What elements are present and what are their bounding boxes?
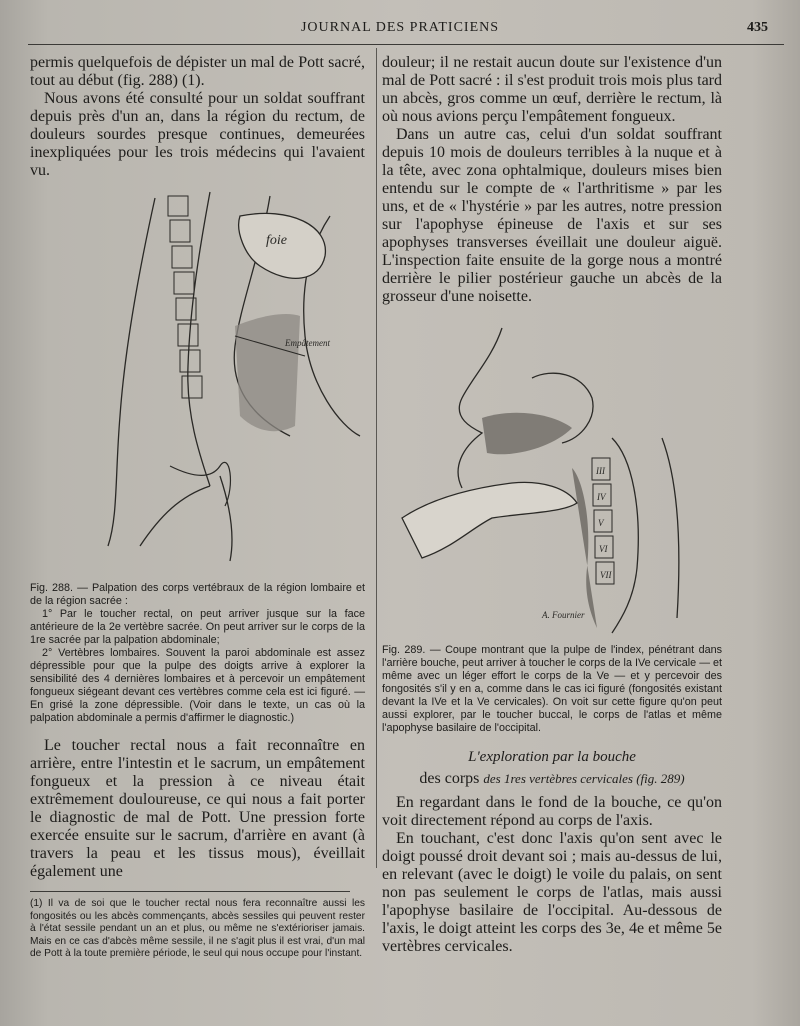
- footnote: (1) Il va de soi que le toucher rectal nous fera reconnaître aussi les fongosités ou les abcès commençants, abcès sessiles qui peuvent rester à l'état sessile pendant un an et plus, ou même ne s'extérioriser jamais. Mais en ce cas d'abcès même sessile, il ne s'agit plus il est vrai, d'un mal de Pott à la toute première période, le seul qui nous occupe pour l'instant.: [30, 898, 365, 960]
- right-paragraph-3: En regardant dans le fond de la bouche, ce qu'on voit directement répond au corps de l'axis.: [382, 794, 722, 829]
- figure-288: [60, 186, 380, 566]
- figure-289-vertebra-label: III: [596, 466, 605, 476]
- left-paragraph-2: Nous avons été consulté pour un soldat souffrant depuis près d'un an, dans la région du rectum, de douleurs sourdes presque continues, demeurées inexpliquées pour les trois médecins qui l'avaient vu.: [30, 90, 365, 179]
- right-paragraph-2: Dans un autre cas, celui d'un soldat souffrant depuis 10 mois de douleurs terribles à la nuque et à la tête, avec zona ophtalmique, douleurs mises bien entendu sur le compte de « l'arthritisme » par les uns, et de « l'hystérie » par les autres, notre pression sur l'apophyse épineuse de l'axis et sur ses apophyses transverses éveillait une douleur aiguë. L'inspection faite ensuite de la gorge nous a montré derrière le pilier postérieur gauche un abcès de la grosseur d'une noisette.: [382, 126, 722, 305]
- figure-289-vertebra-label: VI: [599, 544, 608, 554]
- figure-288-label-foie: foie: [266, 233, 287, 248]
- figure-289-signature: A. Fournier: [542, 610, 585, 620]
- spine-section-illustration: [60, 186, 380, 566]
- right-paragraph-4: En touchant, c'est donc l'axis qu'on sent avec le doigt poussé droit devant soi ; mais au-dessus de lui, en relevant (avec le doigt) le voile du palais, on sent non pas seulement le corps de l'atlas, mais aussi l'apophyse basilaire de l'occipital. Au-dessous de l'axis, le doigt atteint les corps des 3e, 4e et même 5e vertèbres cervicales.: [382, 830, 722, 955]
- head-section-illustration: [392, 318, 712, 638]
- running-title: JOURNAL DES PRATICIENS: [300, 20, 500, 35]
- left-paragraph-3: Le toucher rectal nous a fait reconnaître en arrière, entre l'intestin et le sacrum, un empâtement fongueux et la pression à ce niveau était extrêmement douloureuse, ce qui nous a fait porter le diagnostic de mal de Pott. Une pression forte exercée ensuite sur le sacrum, d'arrière en avant (à travers la peau et les tissus mous), éveillait également une: [30, 737, 365, 880]
- figure-289-vertebra-label: V: [598, 518, 604, 528]
- footnote-rule: [30, 891, 350, 892]
- header-rule: [28, 44, 784, 45]
- figure-288-caption-item-2: 2° Vertèbres lombaires. Souvent la paroi abdominale est assez dépressible pour que la pulpe des doigts arrive à explorer la sensibilité des 4 dernières lombaires et à percevoir un empâtement fongueux siégeant devant ces vertèbres comme cela est ici figuré. — En grisé la zone dépressible. (Voir dans le texte, un cas où la palpation abdominale a permis d'affirmer le diagnostic.): [30, 647, 365, 724]
- section-subtitle: [382, 770, 722, 788]
- section-subtitle-small: des 1res vertèbres cervicales (fig. 289): [483, 771, 685, 786]
- right-paragraph-1: douleur; il ne restait aucun doute sur l'existence d'un mal de Pott sacré : il s'est produit trois mois plus tard un abcès, gros comme un œuf, derrière le rectum, là où nous avions perçu l'empâtement fongueux.: [382, 54, 722, 125]
- section-title: L'exploration par la bouche: [468, 749, 636, 765]
- page-header: [0, 14, 800, 44]
- figure-288-label-empatement: Empâtement: [285, 338, 330, 348]
- figure-289-vertebra-label: IV: [597, 492, 606, 502]
- figure-289: [392, 318, 712, 638]
- left-paragraph-1: permis quelquefois de dépister un mal de Pott sacré, tout au début (fig. 288) (1).: [30, 54, 365, 89]
- figure-288-caption: [30, 582, 365, 725]
- page-number: 435: [747, 20, 768, 35]
- figure-288-caption-lead: Fig. 288. — Palpation des corps vertébraux de la région lombaire et de la région sacrée :: [30, 582, 365, 607]
- figure-289-vertebra-label: VII: [600, 570, 612, 580]
- figure-289-caption: Fig. 289. — Coupe montrant que la pulpe de l'index, pénétrant dans l'arrière bouche, peut arriver à toucher le corps de la IVe cervicale — et même avec un léger effort le corps de la Ve — et y percevoir des fongosités s'il y en a, comme dans le cas ici figuré (fongosités existant devant la IVe et la Ve cervicales). On voit sur cette figure qu'on peut aussi explorer, par le toucher buccal, le corps de l'atlas et même l'apophyse basilaire de l'occipital.: [382, 644, 722, 734]
- section-subtitle-main: des corps: [419, 770, 480, 787]
- figure-288-caption-item-1: 1° Par le toucher rectal, on peut arriver jusque sur la face antérieure de la 2e vertèbre sacrée. On peut arriver sur le corps de la 1re sacrée par la palpation abdominale;: [30, 608, 365, 646]
